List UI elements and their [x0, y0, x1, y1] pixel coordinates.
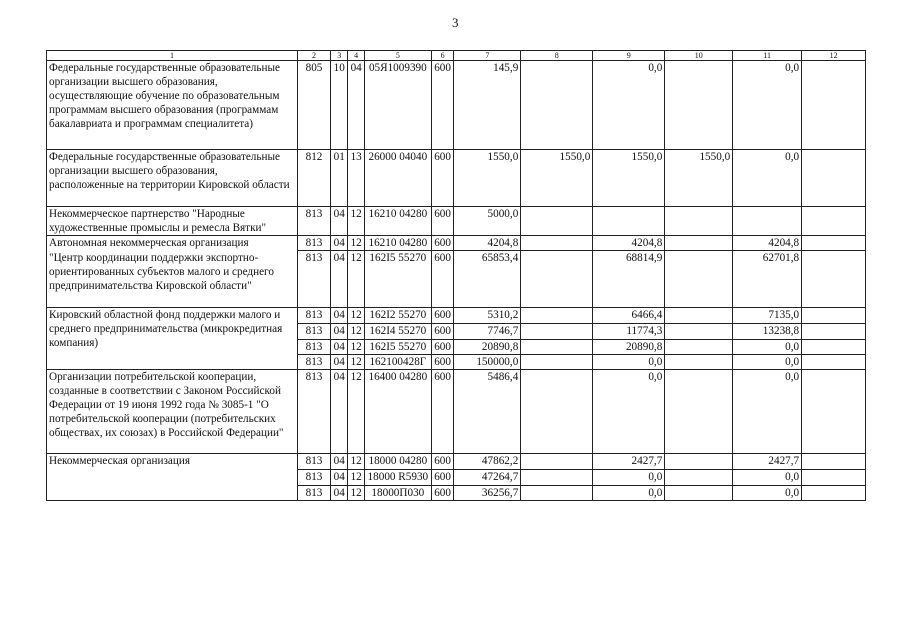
- cell-c5: 162I4 55270: [364, 324, 431, 340]
- cell-c11: 0,0: [733, 486, 802, 501]
- cell-c8: 1550,0: [521, 150, 593, 207]
- cell-c11: 4204,8: [733, 236, 802, 251]
- organization-name: Некоммерческое партнерство "Народные художественные промыслы и ремесла Вятки": [47, 207, 298, 236]
- cell-c8: [521, 324, 593, 340]
- cell-c8: [521, 486, 593, 501]
- table-row: [47, 61, 866, 150]
- cell-c11: 0,0: [733, 355, 802, 370]
- cell-c6: 600: [431, 61, 454, 150]
- cell-c8: [521, 454, 593, 470]
- cell-c4: 12: [348, 355, 364, 370]
- cell-c10: [665, 370, 733, 454]
- cell-c8: [521, 355, 593, 370]
- table-row: [47, 251, 866, 308]
- cell-c2: 813: [298, 486, 331, 501]
- cell-c8: [521, 236, 593, 251]
- cell-c9: 68814,9: [593, 251, 665, 308]
- cell-c12: [802, 61, 866, 150]
- cell-c3: 04: [330, 340, 347, 355]
- cell-c6: 600: [431, 370, 454, 454]
- cell-c10: [665, 355, 733, 370]
- cell-c7: 36256,7: [454, 486, 521, 501]
- cell-c12: [802, 150, 866, 207]
- cell-c2: 813: [298, 324, 331, 340]
- cell-c10: [665, 251, 733, 308]
- cell-c3: 04: [330, 370, 347, 454]
- cell-c5: 162I2 55270: [364, 308, 431, 324]
- cell-c7: 150000,0: [454, 355, 521, 370]
- cell-c5: 162100428Г: [364, 355, 431, 370]
- cell-c8: [521, 340, 593, 355]
- cell-c12: [802, 454, 866, 470]
- organization-name: Федеральные государственные образовательные организации высшего образования, расположенные на территории Кировской области: [47, 150, 298, 207]
- cell-c12: [802, 308, 866, 324]
- cell-c11: 13238,8: [733, 324, 802, 340]
- cell-c5: 16210 04280: [364, 207, 431, 236]
- cell-c12: [802, 236, 866, 251]
- cell-c3: 01: [330, 150, 347, 207]
- cell-c3: 04: [330, 251, 347, 308]
- cell-c5: 162I5 55270: [364, 251, 431, 308]
- cell-c2: 812: [298, 150, 331, 207]
- organization-name: Автономная некоммерческая организация: [47, 236, 298, 251]
- cell-c2: 813: [298, 251, 331, 308]
- cell-c3: 04: [330, 236, 347, 251]
- cell-c4: 12: [348, 454, 364, 470]
- cell-c7: 5000,0: [454, 207, 521, 236]
- cell-c10: 1550,0: [665, 150, 733, 207]
- organization-name: Организации потребительской кооперации, созданные в соответствии с Законом Российской Федерации от 19 июня 1992 года № 3085-1 "О потребительской кооперации (потребительских обществах, их союзах) в Российской Федерации": [47, 370, 298, 454]
- cell-c8: [521, 61, 593, 150]
- cell-c7: 5486,4: [454, 370, 521, 454]
- cell-c3: 04: [330, 207, 347, 236]
- table-header-row: [47, 51, 866, 61]
- cell-c4: 12: [348, 236, 364, 251]
- cell-c2: 813: [298, 340, 331, 355]
- cell-c12: [802, 355, 866, 370]
- cell-c4: 04: [348, 61, 364, 150]
- cell-c8: [521, 308, 593, 324]
- cell-c7: 1550,0: [454, 150, 521, 207]
- table-row: [47, 236, 866, 251]
- cell-c12: [802, 370, 866, 454]
- cell-c8: [521, 470, 593, 486]
- cell-c2: 813: [298, 207, 331, 236]
- cell-c7: 145,9: [454, 61, 521, 150]
- cell-c9: 4204,8: [593, 236, 665, 251]
- cell-c10: [665, 470, 733, 486]
- column-header: 2: [298, 51, 331, 61]
- page-number: 3: [452, 15, 459, 30]
- column-header: 10: [665, 51, 733, 61]
- cell-c11: 62701,8: [733, 251, 802, 308]
- cell-c6: 600: [431, 207, 454, 236]
- cell-c2: 813: [298, 355, 331, 370]
- cell-c12: [802, 340, 866, 355]
- cell-c12: [802, 324, 866, 340]
- column-header: 8: [521, 51, 593, 61]
- cell-c5: 16400 04280: [364, 370, 431, 454]
- cell-c6: 600: [431, 236, 454, 251]
- cell-c8: [521, 207, 593, 236]
- cell-c9: 0,0: [593, 486, 665, 501]
- budget-table: [46, 50, 866, 501]
- cell-c9: 20890,8: [593, 340, 665, 355]
- cell-c5: 05Я1009390: [364, 61, 431, 150]
- cell-c4: 12: [348, 207, 364, 236]
- cell-c4: 13: [348, 150, 364, 207]
- cell-c2: 813: [298, 454, 331, 470]
- cell-c10: [665, 324, 733, 340]
- organization-name: Кировский областной фонд поддержки малого и среднего предпринимательства (микрокредитная компания): [47, 308, 298, 370]
- cell-c9: 11774,3: [593, 324, 665, 340]
- cell-c3: 10: [330, 61, 347, 150]
- cell-c4: 12: [348, 251, 364, 308]
- cell-c9: 6466,4: [593, 308, 665, 324]
- cell-c6: 600: [431, 470, 454, 486]
- table-row: [47, 370, 866, 454]
- column-header: 6: [431, 51, 454, 61]
- cell-c9: 0,0: [593, 470, 665, 486]
- cell-c2: 813: [298, 470, 331, 486]
- cell-c11: 7135,0: [733, 308, 802, 324]
- cell-c5: 162I5 55270: [364, 340, 431, 355]
- cell-c9: 0,0: [593, 61, 665, 150]
- cell-c11: 0,0: [733, 150, 802, 207]
- cell-c8: [521, 251, 593, 308]
- organization-name: Федеральные государственные образовательные организации высшего образования, осуществляющие обучение по образовательным программам высшего образования (программам бакалавриата и программам специалитета): [47, 61, 298, 150]
- cell-c5: 26000 04040: [364, 150, 431, 207]
- cell-c4: 12: [348, 470, 364, 486]
- organization-name: "Центр координации поддержки экспортно-ориентированных субъектов малого и среднего предпринимательства Кировской области": [47, 251, 298, 308]
- column-header: 9: [593, 51, 665, 61]
- cell-c4: 12: [348, 370, 364, 454]
- cell-c6: 600: [431, 324, 454, 340]
- cell-c7: 65853,4: [454, 251, 521, 308]
- cell-c9: 0,0: [593, 370, 665, 454]
- cell-c11: 0,0: [733, 340, 802, 355]
- cell-c2: 813: [298, 236, 331, 251]
- cell-c11: 0,0: [733, 61, 802, 150]
- table-row: [47, 150, 866, 207]
- column-header: 3: [330, 51, 347, 61]
- cell-c3: 04: [330, 355, 347, 370]
- column-header: 7: [454, 51, 521, 61]
- cell-c7: 5310,2: [454, 308, 521, 324]
- cell-c5: 18000 R5930: [364, 470, 431, 486]
- cell-c7: 7746,7: [454, 324, 521, 340]
- cell-c4: 12: [348, 340, 364, 355]
- cell-c10: [665, 236, 733, 251]
- cell-c6: 600: [431, 340, 454, 355]
- table-row: [47, 454, 866, 470]
- cell-c11: 2427,7: [733, 454, 802, 470]
- cell-c10: [665, 486, 733, 501]
- cell-c4: 12: [348, 486, 364, 501]
- column-header: 11: [733, 51, 802, 61]
- cell-c12: [802, 251, 866, 308]
- cell-c10: [665, 308, 733, 324]
- cell-c6: 600: [431, 454, 454, 470]
- column-header: 4: [348, 51, 364, 61]
- cell-c5: 18000 04280: [364, 454, 431, 470]
- cell-c4: 12: [348, 324, 364, 340]
- cell-c9: 2427,7: [593, 454, 665, 470]
- cell-c12: [802, 207, 866, 236]
- table-row: [47, 308, 866, 324]
- cell-c6: 600: [431, 355, 454, 370]
- column-header: 1: [47, 51, 298, 61]
- cell-c2: 813: [298, 370, 331, 454]
- cell-c2: 805: [298, 61, 331, 150]
- cell-c7: 47264,7: [454, 470, 521, 486]
- cell-c12: [802, 470, 866, 486]
- cell-c4: 12: [348, 308, 364, 324]
- cell-c10: [665, 340, 733, 355]
- cell-c3: 04: [330, 454, 347, 470]
- cell-c11: 0,0: [733, 470, 802, 486]
- cell-c3: 04: [330, 324, 347, 340]
- cell-c8: [521, 370, 593, 454]
- cell-c3: 04: [330, 486, 347, 501]
- cell-c9: [593, 207, 665, 236]
- column-header: 5: [364, 51, 431, 61]
- cell-c3: 04: [330, 308, 347, 324]
- cell-c3: 04: [330, 470, 347, 486]
- cell-c11: 0,0: [733, 370, 802, 454]
- cell-c9: 0,0: [593, 355, 665, 370]
- column-header: 12: [802, 51, 866, 61]
- cell-c10: [665, 207, 733, 236]
- cell-c6: 600: [431, 150, 454, 207]
- cell-c10: [665, 61, 733, 150]
- cell-c5: 16210 04280: [364, 236, 431, 251]
- table-row: [47, 207, 866, 236]
- cell-c9: 1550,0: [593, 150, 665, 207]
- cell-c7: 47862,2: [454, 454, 521, 470]
- cell-c11: [733, 207, 802, 236]
- cell-c5: 18000П030: [364, 486, 431, 501]
- cell-c7: 20890,8: [454, 340, 521, 355]
- cell-c10: [665, 454, 733, 470]
- cell-c6: 600: [431, 251, 454, 308]
- cell-c2: 813: [298, 308, 331, 324]
- organization-name: Некоммерческая организация: [47, 454, 298, 501]
- cell-c12: [802, 486, 866, 501]
- cell-c6: 600: [431, 308, 454, 324]
- cell-c6: 600: [431, 486, 454, 501]
- cell-c7: 4204,8: [454, 236, 521, 251]
